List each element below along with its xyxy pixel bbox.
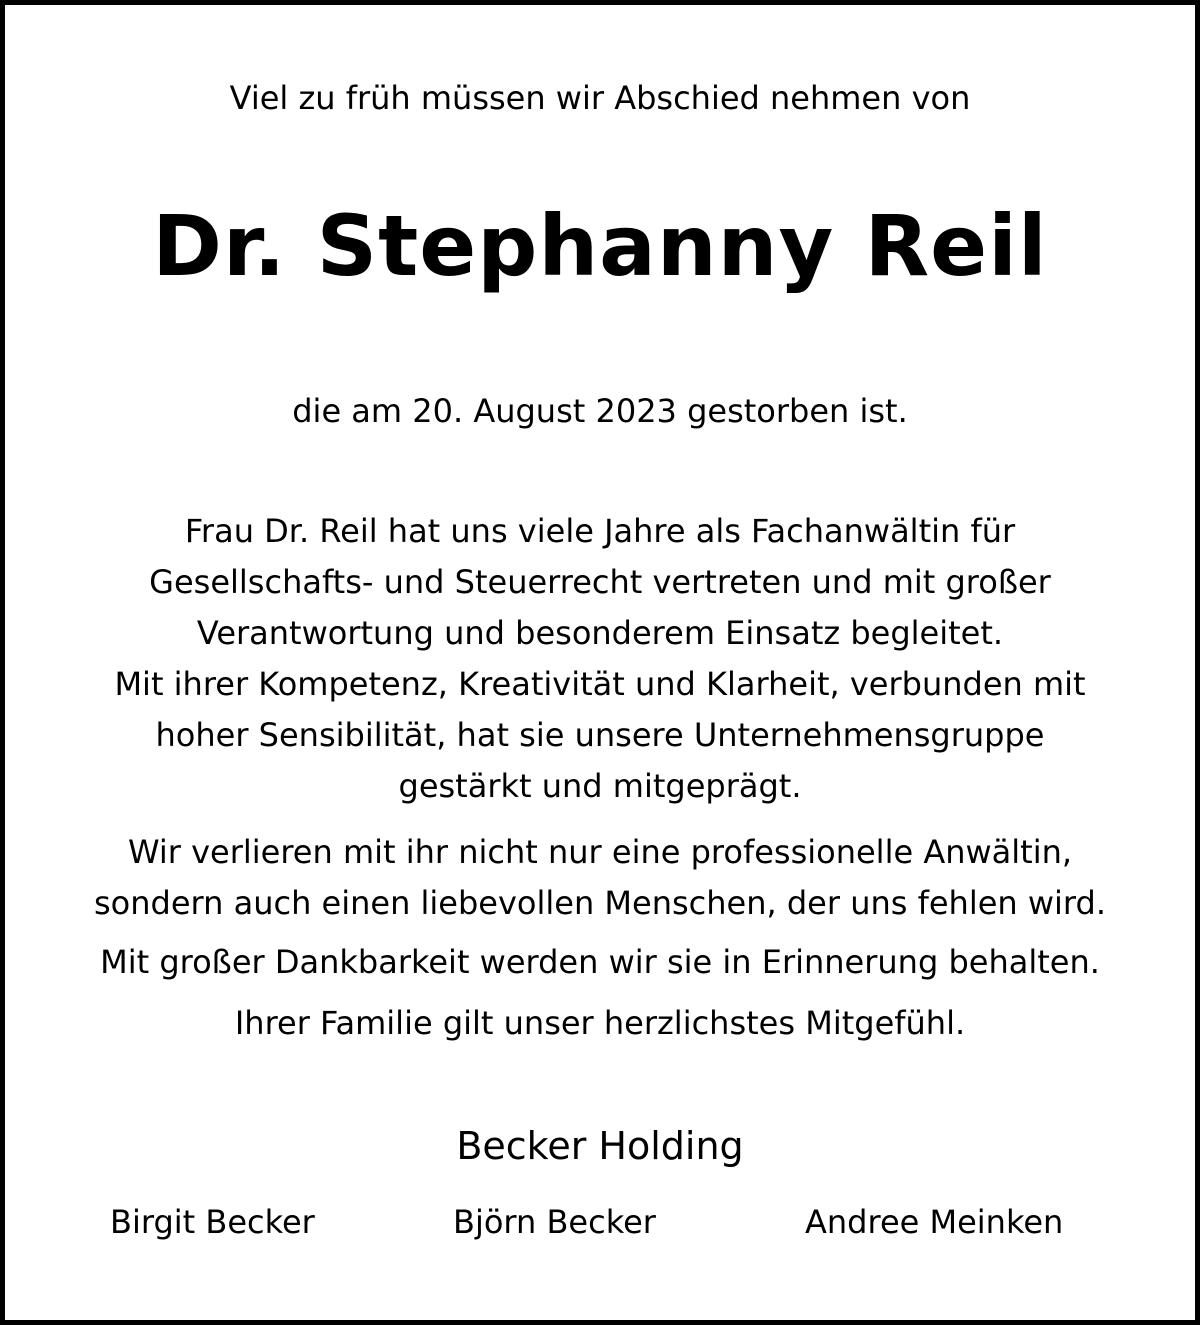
paragraph-loss [0, 827, 1200, 929]
paragraph-line: Gesellschafts- und Steuerrecht vertreten und mit großer [149, 563, 1051, 601]
date-line: die am 20. August 2023 gestorben ist. [292, 392, 908, 430]
paragraph-line: Mit großer Dankbarkeit werden wir sie in Erinnerung behalten. [100, 943, 1100, 981]
paragraph-line: Mit ihrer Kompetenz, Kreativität und Klarheit, verbunden mit [114, 665, 1086, 703]
paragraph-line: Wir verlieren mit ihr nicht nur eine professionelle Anwältin, [127, 833, 1073, 871]
paragraph-line: Verantwortung und besonderem Einsatz begleitet. [196, 614, 1004, 652]
paragraph-line: hoher Sensibilität, hat sie unsere Unternehmensgruppe [155, 716, 1045, 754]
company-name: Becker Holding [456, 1124, 744, 1168]
paragraph-gratitude [0, 937, 1200, 988]
signers-row [0, 1194, 1200, 1250]
paragraph-condolence [0, 998, 1200, 1049]
paragraph-line: gestärkt und mitgeprägt. [398, 767, 802, 805]
intro-text: Viel zu früh müssen wir Abschied nehmen von [229, 79, 971, 117]
signer-name: Björn Becker [453, 1203, 656, 1241]
paragraph-competence [0, 659, 1200, 812]
paragraph-line: Frau Dr. Reil hat uns viele Jahre als Fachanwältin für [184, 512, 1016, 550]
paragraph-tribute [0, 506, 1200, 659]
paragraph-line: sondern auch einen liebevollen Menschen, der uns fehlen wird. [94, 884, 1106, 922]
paragraph-line: Ihrer Familie gilt unser herzlichstes Mitgefühl. [234, 1004, 966, 1042]
signer-name: Birgit Becker [110, 1203, 315, 1241]
signer-name: Andree Meinken [805, 1203, 1064, 1241]
deceased-name: Dr. Stephanny Reil [152, 197, 1048, 295]
